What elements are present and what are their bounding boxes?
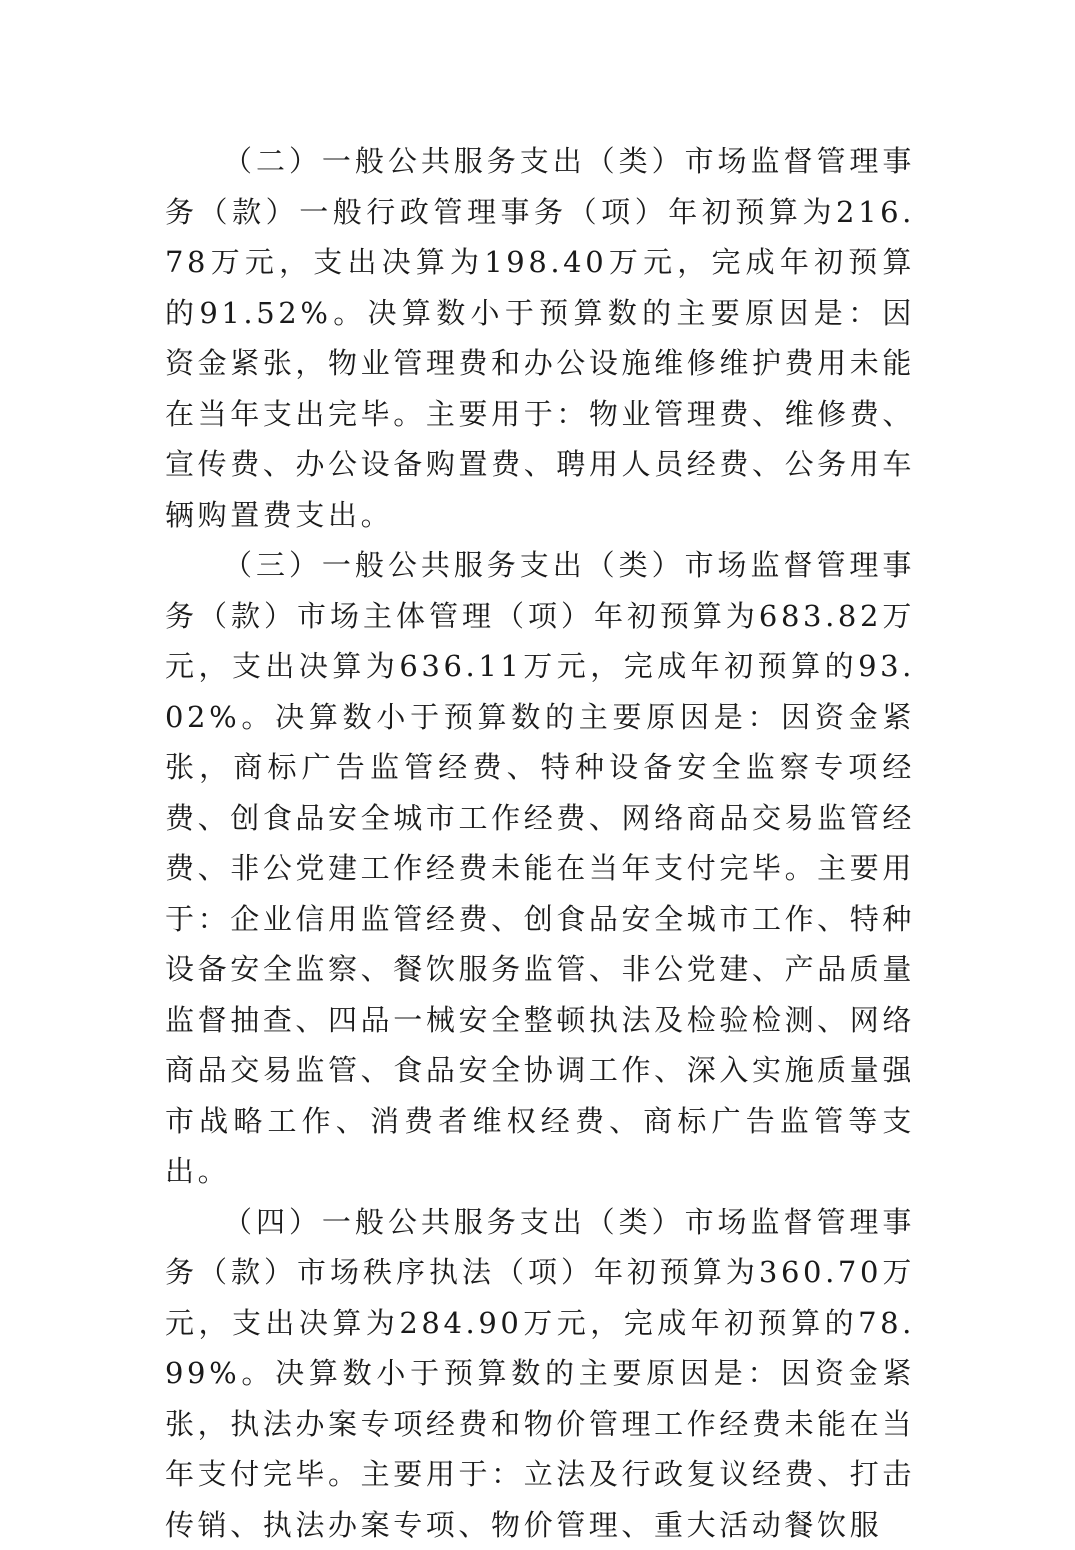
paragraph-market-entity: （三）一般公共服务支出（类）市场监督管理事务（款）市场主体管理（项）年初预算为683.82万元，支出决算为636.11万元，完成年初预算的93.02%。决算数小于预算数的主要原因是：因资金紧张，商标广告监管经费、特种设备安全监察专项经费、创食品安全城市工作经费、网络商品交易监管经费、非公党建工作经费未能在当年支付完毕。主要用于：企业信用监管经费、创食品安全城市工作、特种设备安全监察、餐饮服务监管、非公党建、产品质量监督抽查、四品一械安全整顿执法及检验检测、网络商品交易监管、食品安全协调工作、深入实施质量强市战略工作、消费者维权经费、商标广告监管等支出。: [165, 540, 915, 1197]
paragraph-general-admin: （二）一般公共服务支出（类）市场监督管理事务（款）一般行政管理事务（项）年初预算为216.78万元，支出决算为198.40万元，完成年初预算的91.52%。决算数小于预算数的主要原因是：因资金紧张，物业管理费和办公设施维修维护费用未能在当年支出完毕。主要用于：物业管理费、维修费、宣传费、办公设备购置费、聘用人员经费、公务用车辆购置费支出。: [165, 136, 915, 540]
document-body: [165, 136, 915, 1550]
paragraph-market-order: （四）一般公共服务支出（类）市场监督管理事务（款）市场秩序执法（项）年初预算为360.70万元，支出决算为284.90万元，完成年初预算的78.99%。决算数小于预算数的主要原因是：因资金紧张，执法办案专项经费和物价管理工作经费未能在当年支付完毕。主要用于：立法及行政复议经费、打击传销、执法办案专项、物价管理、重大活动餐饮服: [165, 1197, 915, 1550]
